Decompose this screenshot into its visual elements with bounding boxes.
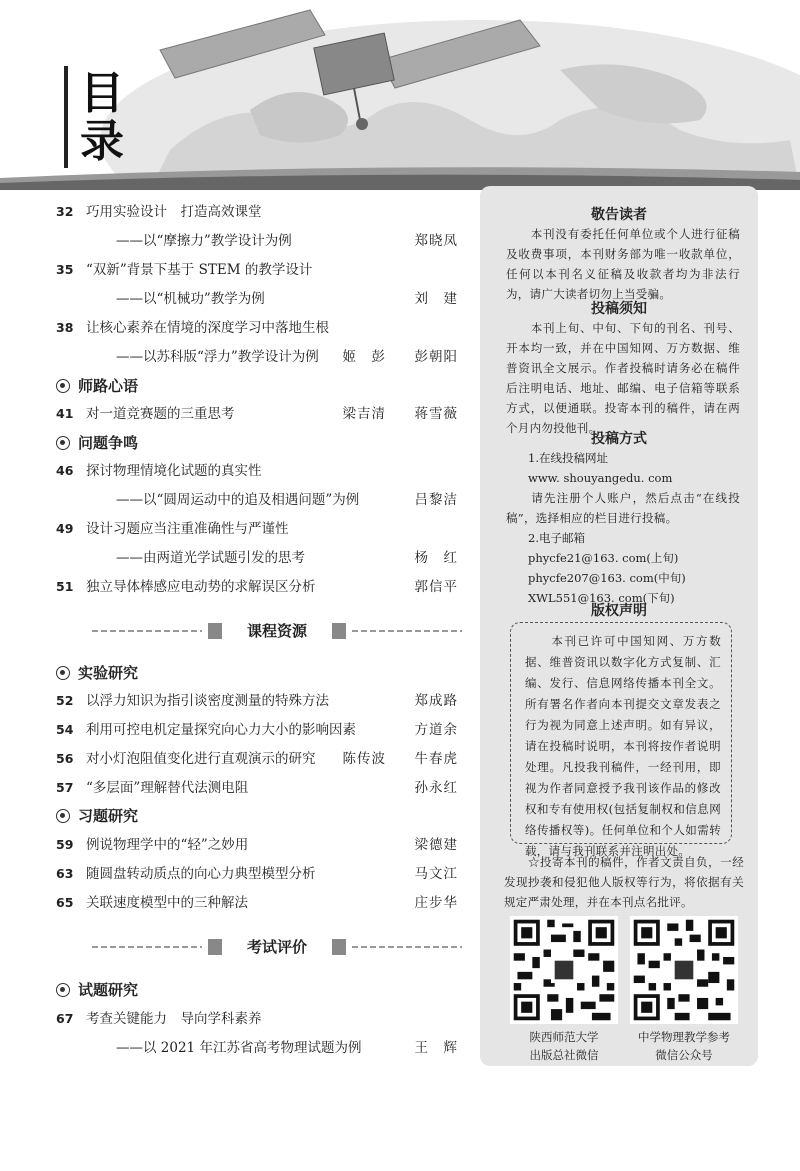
toc-entry[interactable] [56,892,458,914]
article-subtitle: ——以“摩擦力”教学设计为例 [116,233,292,249]
article-author: 郭信平 [414,579,458,595]
submission-text: 本刊上旬、中旬、下旬的刊名、刊号、开本均一致，并在中国知网、万方数据、维普资讯全文展示。作者投稿时请务必在稿件后注明电话、地址、邮编、电子信箱等联系方式，以便通联。投寄本刊的稿件，请在两个月内勿投他刊。 [506,321,740,435]
article-author: 庄步华 [414,895,458,911]
article-author: 王 辉 [414,1040,458,1056]
notice-sidebar [480,186,758,1066]
toc-entry[interactable] [56,690,458,712]
page-number: 46 [56,463,74,478]
toc-entry[interactable] [56,1008,458,1030]
article-author: 方道余 [414,722,458,738]
email-label: 2.电子邮箱 [528,531,585,545]
submission-heading: 投稿须知 [591,301,647,317]
notice-heading: 敬告读者 [591,207,647,223]
article-author: 梁德建 [414,837,458,853]
target-bullet-icon [56,809,70,823]
target-bullet-icon [56,983,70,997]
toc-subtitle [56,547,458,569]
article-author: 马文江 [414,866,458,882]
article-title: 例说物理学中的“轻”之妙用 [86,837,249,853]
article-title: 对一道竞赛题的三重思考 [86,406,235,422]
article-title: 独立导体棒感应电动势的求解误区分析 [86,579,316,595]
article-author: 彭朝阳 [414,349,458,365]
header-banner [0,0,800,190]
toc-entry[interactable] [56,576,458,598]
copyright-text: 本刊已许可中国知网、万方数据、维普资讯以数字化方式复制、汇编、发行、信息网络传播本刊全文。所有署名作者向本刊提交文章发表之行为视为同意上述声明。如有异议，请在投稿时说明，本刊将按作者说明处理。凡投我刊稿件，一经刊用，即视为作者同意授予我刊该作品的修改权和专有使用权(包括复制权和信息网络传播权等)。任何单位和个人如需转载，请与我刊联系并注明出处。 [525,634,721,858]
toc-subtitle [56,489,458,511]
article-title: 让核心素养在情境的深度学习中落地生根 [86,320,329,336]
article-subtitle: ——以“圆周运动中的追及相遇问题”为例 [116,492,360,508]
article-author: 孙永红 [414,780,458,796]
toc-entry[interactable] [56,259,458,281]
qr-code-icon[interactable] [510,916,618,1024]
article-author: 梁吉清 [342,406,386,422]
qr-code-icon[interactable] [630,916,738,1024]
page-number: 49 [56,521,74,536]
page-number: 35 [56,262,74,277]
online-label: 1.在线投稿网址 [528,451,608,465]
email-link[interactable]: XWL551@163. com(下旬) [528,591,675,605]
page-number: 51 [56,579,74,594]
article-title: 探讨物理情境化试题的真实性 [86,463,262,479]
email-link[interactable]: phycfe21@163. com(上旬) [528,551,679,565]
qr-caption: 中学物理教学参考 微信公众号 [638,1030,730,1062]
section-divider: 考试评价 [92,935,462,959]
article-title: 以浮力知识为指引谈密度测量的特殊方法 [86,693,329,709]
title-char: 录 [80,116,124,167]
page-number: 63 [56,866,74,881]
article-author: 牛春虎 [414,751,458,767]
article-title: 利用可控电机定量探究向心力大小的影响因素 [86,722,356,738]
page-number: 67 [56,1011,74,1026]
article-author: 陈传波 [342,751,386,767]
qr-caption: 陕西师范大学 出版总社微信 [529,1030,599,1062]
copyright-heading: 版权声明 [591,603,647,619]
toc-entry[interactable] [56,518,458,540]
page-title [64,66,124,168]
toc-entry[interactable] [56,719,458,741]
article-title: 设计习题应当注重准确性与严谨性 [86,521,289,537]
warning-text: ☆投寄本刊的稿件，作者文责自负，一经发现抄袭和侵犯他人版权等行为，将依据有关规定严肃处理，并在本刊点名批评。 [504,855,744,909]
target-bullet-icon [56,666,70,680]
toc-subtitle [56,288,458,310]
title-char: 目 [80,68,124,119]
page-number: 54 [56,722,74,737]
article-title: 关联速度模型中的三种解法 [86,895,248,911]
email-link[interactable]: phycfe207@163. com(中旬) [528,571,686,585]
page-number: 56 [56,751,74,766]
toc-entry[interactable] [56,317,458,339]
article-subtitle: ——以“机械功”教学为例 [116,291,265,307]
article-title: “多层面”理解替代法测电阻 [86,780,249,796]
article-title: 巧用实验设计 打造高效课堂 [86,204,262,220]
page-number: 59 [56,837,74,852]
page-number: 32 [56,204,74,219]
target-bullet-icon [56,379,70,393]
toc-subtitle [56,346,458,368]
page-number: 57 [56,780,74,795]
page-number: 38 [56,320,74,335]
article-subtitle: ——以 2021 年江苏省高考物理试题为例 [116,1040,362,1056]
article-title: 考查关键能力 导向学科素养 [86,1011,262,1027]
copyright-box [510,622,732,858]
article-author: 杨 红 [414,550,458,566]
article-title: 对小灯泡阻值变化进行直观演示的研究 [86,751,316,767]
article-subtitle: ——以苏科版“浮力”教学设计为例 [116,349,319,365]
article-subtitle: ——由两道光学试题引发的思考 [116,550,305,566]
page-number: 41 [56,406,74,421]
article-title: “双新”背景下基于 STEM 的教学设计 [86,262,313,278]
submission-method-heading: 投稿方式 [591,431,647,447]
section-divider: 课程资源 [92,619,462,643]
toc-subtitle [56,1037,458,1059]
page-number: 52 [56,693,74,708]
toc-entry[interactable] [56,748,458,770]
toc-entry[interactable] [56,460,458,482]
target-bullet-icon [56,436,70,450]
notice-text: 本刊没有委托任何单位或个人进行征稿及收费事项，本刊财务部为唯一收款单位，任何以本刊名义征稿及收款者均为非法行为，请广大读者切勿上当受骗。 [506,227,740,301]
page-number: 65 [56,895,74,910]
article-author: 蒋雪薇 [414,406,458,422]
toc-subtitle [56,230,458,252]
article-author: 姬 彭 [342,349,386,365]
toc-entry[interactable] [56,834,458,856]
article-author: 郑晓凤 [414,233,458,249]
toc-entry[interactable] [56,403,458,425]
toc-entry[interactable] [56,201,458,223]
article-author: 吕黎洁 [414,492,458,508]
toc-entry[interactable] [56,863,458,885]
online-note: 请先注册个人账户，然后点击“在线投稿”，选择相应的栏目进行投稿。 [506,491,740,525]
article-author: 刘 建 [414,291,458,307]
toc-entry[interactable] [56,777,458,799]
online-url-link[interactable]: www. shouyangedu. com [528,471,673,485]
article-title: 随圆盘转动质点的向心力典型模型分析 [86,866,316,882]
article-author: 郑成路 [414,693,458,709]
